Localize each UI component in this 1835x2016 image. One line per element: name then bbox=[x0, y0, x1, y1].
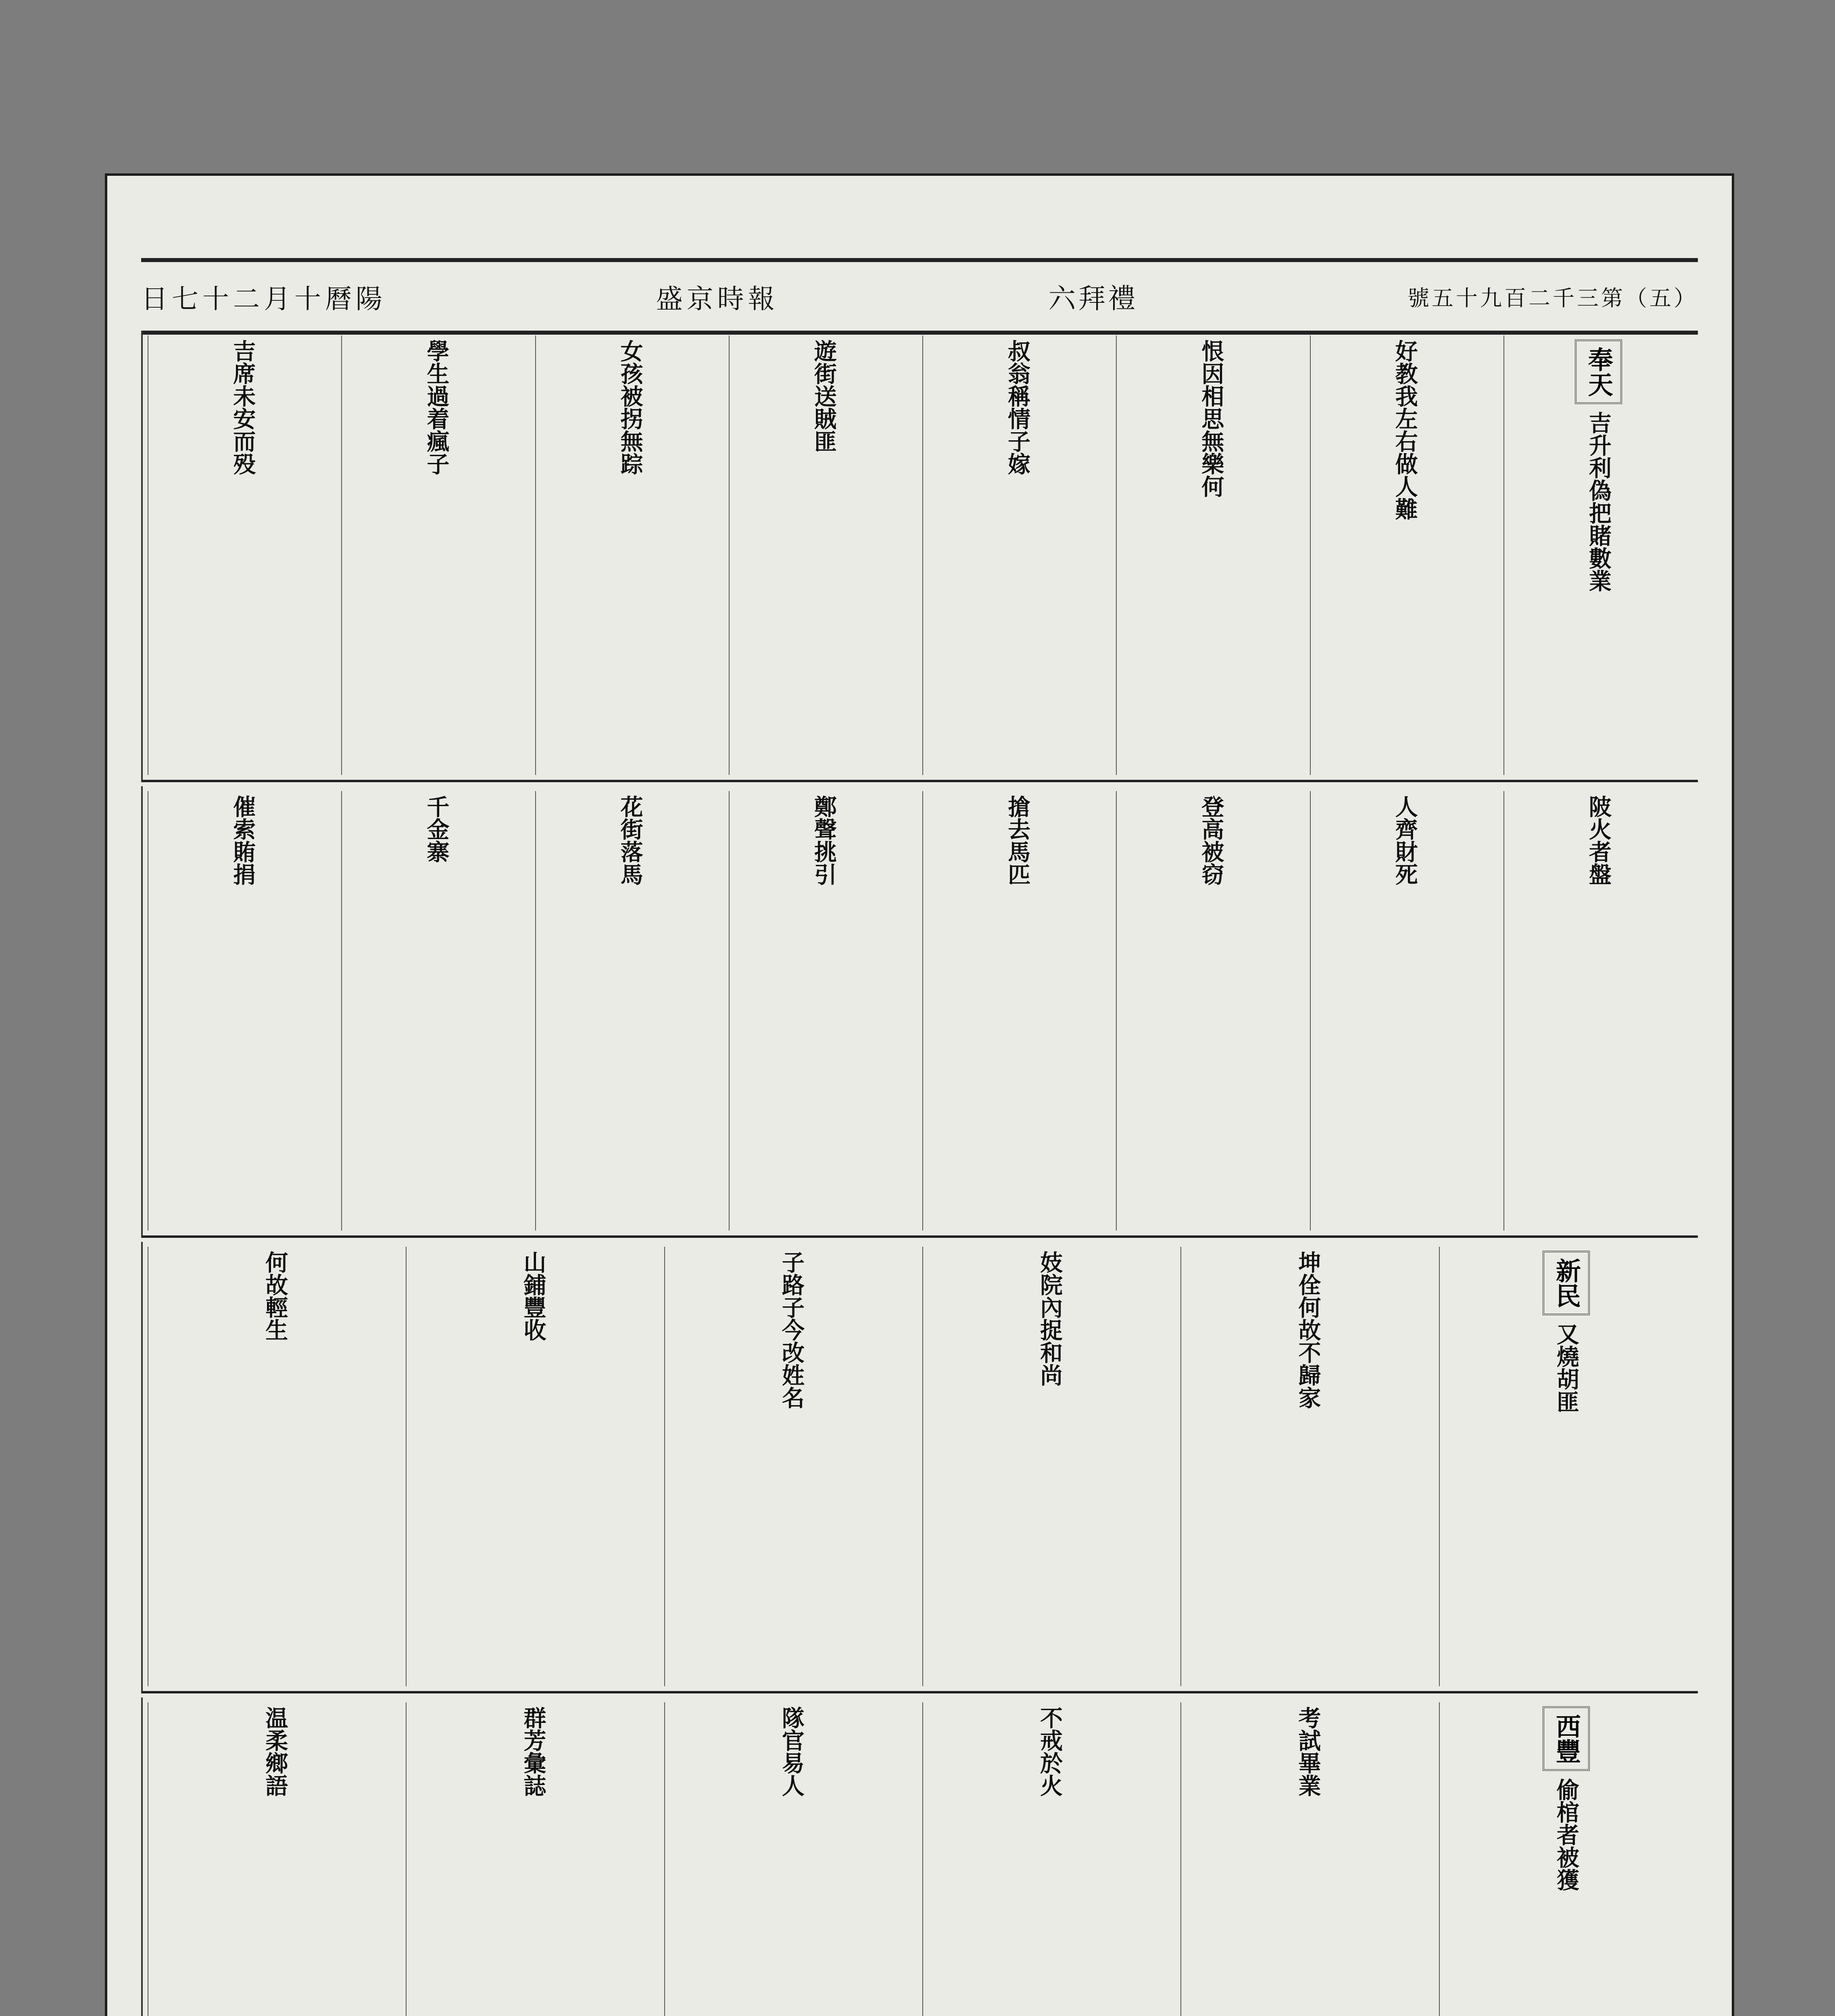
page-label: 六拜禮 bbox=[1048, 283, 1138, 315]
news-column bbox=[922, 1247, 1176, 1686]
headline: 山鋪豐收 bbox=[520, 1251, 547, 1341]
news-column bbox=[1503, 791, 1693, 1231]
newspaper-title: 盛京時報 bbox=[656, 283, 779, 314]
news-column bbox=[406, 1247, 660, 1686]
headline: 女孩被拐無踪 bbox=[617, 339, 644, 475]
masthead bbox=[141, 258, 1698, 335]
news-column bbox=[1116, 791, 1305, 1231]
headline: 温柔鄉語 bbox=[262, 1706, 289, 1797]
column-head: 奉天 bbox=[1575, 339, 1622, 404]
headline: 隊官易人 bbox=[778, 1706, 805, 1797]
headline: 叔翁稱情子嫁 bbox=[1004, 339, 1031, 475]
news-column bbox=[535, 335, 725, 775]
headline: 吉席未安而殁 bbox=[229, 339, 256, 475]
news-column bbox=[1439, 1247, 1693, 1686]
news-column bbox=[729, 335, 918, 775]
news-column bbox=[922, 1702, 1176, 2016]
news-column bbox=[664, 1702, 918, 2016]
headline: 學生過着瘋子 bbox=[423, 339, 450, 475]
date-line: 日七十二月十曆陽 bbox=[141, 283, 387, 314]
headline: 鄭聲挑引 bbox=[810, 795, 837, 885]
headline: 子路子今改姓名 bbox=[778, 1251, 805, 1409]
headline: 群芳彙誌 bbox=[520, 1706, 547, 1797]
news-column bbox=[1180, 1702, 1435, 2016]
news-column bbox=[148, 1702, 402, 2016]
headline: 何故輕生 bbox=[262, 1251, 289, 1341]
news-column bbox=[1310, 791, 1499, 1231]
news-column bbox=[1310, 335, 1499, 775]
column-head: 西豐 bbox=[1543, 1706, 1590, 1771]
news-row-3 bbox=[141, 1242, 1698, 1693]
headline: 恨因相思無樂何 bbox=[1198, 339, 1225, 498]
news-column bbox=[148, 791, 337, 1231]
headline: 考試畢業 bbox=[1295, 1706, 1322, 1797]
headline: 不戒於火 bbox=[1036, 1706, 1063, 1797]
news-column bbox=[341, 335, 531, 775]
news-column bbox=[148, 1247, 402, 1686]
headline: 登高被窃 bbox=[1198, 795, 1225, 885]
headline: 好教我左右做人難 bbox=[1391, 339, 1418, 520]
newspaper-page bbox=[105, 173, 1734, 2016]
news-row-2 bbox=[141, 786, 1698, 1238]
headline: 又燒胡匪 bbox=[1553, 1322, 1580, 1413]
headline: 遊街送賊匪 bbox=[810, 339, 837, 452]
news-column bbox=[148, 335, 337, 775]
headline: 搶去馬匹 bbox=[1004, 795, 1031, 885]
news-column bbox=[406, 1702, 660, 2016]
news-column bbox=[922, 335, 1112, 775]
news-row-4 bbox=[141, 1697, 1698, 2016]
news-column bbox=[1503, 335, 1693, 775]
news-column bbox=[1180, 1247, 1435, 1686]
column-head: 新民 bbox=[1543, 1251, 1590, 1315]
news-column bbox=[1439, 1702, 1693, 2016]
news-column bbox=[535, 791, 725, 1231]
headline: 坤佺何故不歸家 bbox=[1295, 1251, 1322, 1409]
news-column bbox=[664, 1247, 918, 1686]
issue-number: 號五十九百二千三第（五） bbox=[1408, 285, 1698, 311]
news-column bbox=[341, 791, 531, 1231]
news-column bbox=[922, 791, 1112, 1231]
headline: 千金寨 bbox=[423, 795, 450, 863]
headline: 偷棺者被獲 bbox=[1553, 1778, 1580, 1891]
headline: 吉升利偽把賭數業 bbox=[1585, 411, 1612, 592]
headline: 人齊財死 bbox=[1391, 795, 1418, 885]
headline: 陂火者盤 bbox=[1585, 795, 1612, 885]
news-column bbox=[729, 791, 918, 1231]
headline: 妓院內捉和尚 bbox=[1036, 1251, 1063, 1386]
news-row-1 bbox=[141, 331, 1698, 782]
news-column bbox=[1116, 335, 1305, 775]
headline: 花街落馬 bbox=[617, 795, 644, 885]
headline: 催索賄捐 bbox=[229, 795, 256, 885]
